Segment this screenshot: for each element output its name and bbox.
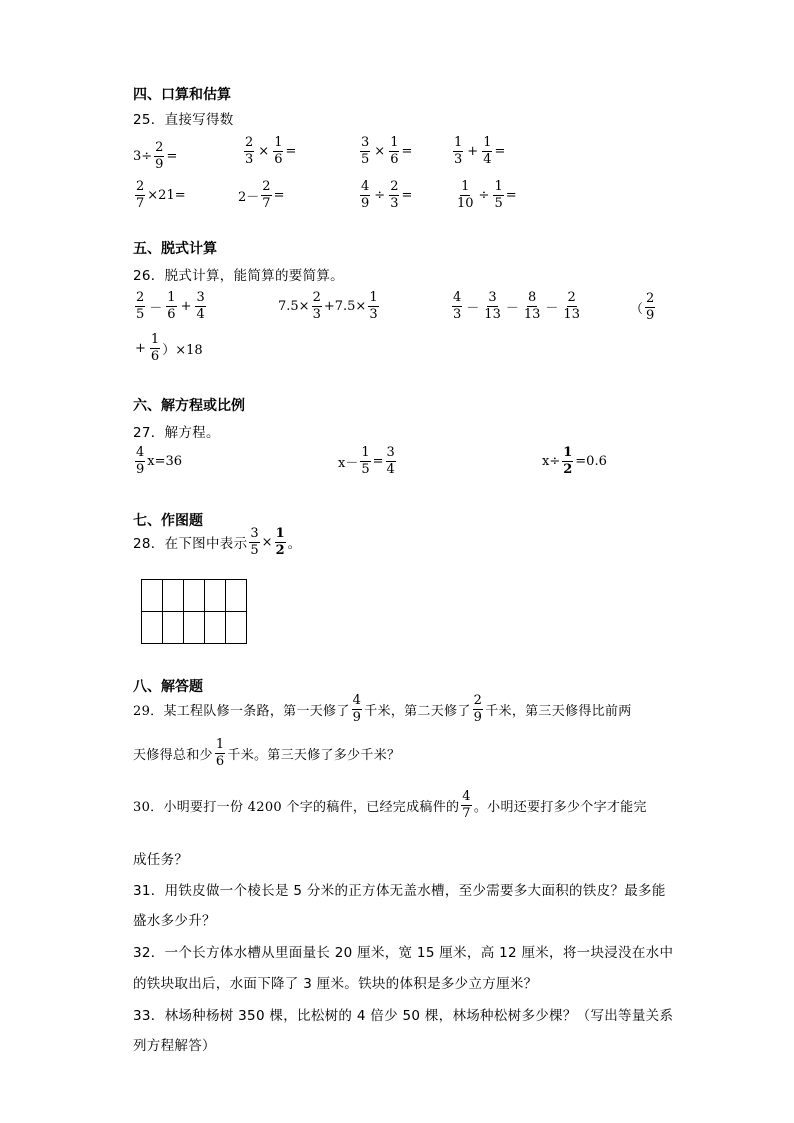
equation-1	[133, 446, 182, 476]
q25-item-1-suffix: =	[166, 148, 178, 164]
fraction	[562, 291, 581, 321]
question-26: 26．脱式计算，能简算的要简算。	[133, 268, 344, 284]
q26-expr-1	[133, 291, 208, 321]
denominator: 6	[274, 151, 283, 167]
question-25: 25．直接写得数	[133, 112, 234, 128]
fraction	[453, 136, 463, 166]
denominator: 6	[215, 753, 225, 769]
section-6-title: 六、解方程或比例	[133, 398, 245, 414]
denominator: 5	[361, 151, 370, 167]
equation-text: x=36	[147, 453, 183, 469]
numerator: 2	[136, 290, 145, 305]
numerator: 1	[369, 290, 378, 305]
denominator: 9	[473, 709, 483, 725]
q25-item-1	[133, 141, 177, 171]
q25-item-8	[454, 180, 517, 210]
numerator: 4	[361, 179, 370, 194]
q25-item-3	[358, 136, 412, 166]
operator: +	[180, 298, 192, 314]
fraction	[273, 136, 283, 166]
operator: －	[149, 300, 163, 316]
q25-item-7	[358, 180, 412, 210]
fraction	[166, 291, 176, 321]
denominator: 3	[453, 306, 462, 322]
fraction	[135, 180, 145, 210]
numerator: 8	[527, 290, 537, 305]
denominator: 7	[462, 805, 471, 821]
fraction	[360, 180, 370, 210]
operator: －	[545, 300, 559, 316]
numerator: 1	[461, 179, 470, 194]
numerator: 1	[390, 135, 399, 150]
fraction	[456, 180, 475, 210]
q25-item-5-suffix: ×21=	[147, 187, 186, 203]
denominator: 13	[523, 306, 541, 322]
fraction	[360, 136, 370, 166]
grid-cell[interactable]	[163, 612, 184, 644]
numerator: 3	[386, 445, 395, 460]
grid-cell[interactable]	[226, 612, 247, 644]
fraction	[215, 738, 226, 768]
operator: －	[505, 300, 519, 316]
fraction	[386, 446, 396, 476]
grid-cell[interactable]	[226, 580, 247, 612]
operator: +	[135, 340, 146, 356]
equals: =	[401, 187, 413, 203]
question-text: 29．某工程队修一条路，第一天修了	[133, 703, 350, 719]
question-29-line-1	[133, 694, 632, 724]
denominator: 4	[386, 461, 395, 477]
grid-cell[interactable]	[205, 612, 226, 644]
question-27: 27．解方程。	[133, 425, 220, 441]
expr-text: 7.5×	[278, 298, 310, 314]
section-5-title: 五、脱式计算	[133, 241, 217, 257]
fraction	[483, 291, 502, 321]
operator: ×	[261, 534, 273, 550]
equals: =	[372, 453, 384, 469]
denominator: 6	[150, 348, 160, 364]
numerator: 1	[167, 290, 176, 305]
denominator: 4	[196, 306, 205, 322]
numerator: 4	[136, 445, 145, 460]
numerator: 2	[473, 693, 483, 708]
fraction	[389, 180, 399, 210]
section-4-title: 四、口算和估算	[133, 87, 231, 103]
numerator: 1	[494, 179, 503, 194]
fraction	[482, 136, 492, 166]
equals: =	[494, 143, 506, 159]
fraction	[135, 446, 145, 476]
numerator: 1	[215, 737, 225, 752]
question-text: 。小明还要打多少个字才能完	[473, 799, 647, 815]
denominator: 7	[262, 195, 271, 211]
q26-expr-4-start	[630, 292, 657, 322]
denominator: 9	[136, 461, 145, 477]
fraction	[249, 527, 259, 557]
fraction	[154, 141, 164, 171]
numerator: 2	[245, 135, 254, 150]
numerator: 1	[274, 135, 283, 150]
numerator: 3	[488, 290, 497, 305]
numerator: 3	[250, 526, 259, 541]
equation-text: x÷	[542, 453, 561, 469]
operator: ÷	[478, 187, 490, 203]
numerator: 3	[196, 290, 205, 305]
paren-close: ）×18	[162, 342, 203, 358]
numerator: 3	[361, 135, 370, 150]
question-31-line-2: 盛水多少升？	[133, 913, 216, 929]
numerator: 2	[567, 290, 576, 305]
operator: ×	[258, 143, 270, 159]
fraction	[452, 291, 462, 321]
question-31-line-1: 31．用铁皮做一个棱长是 5 分米的正方体无盖水槽，至少需要多大面积的铁皮？最多能	[133, 883, 666, 899]
q25-item-1-prefix: 3÷	[133, 148, 153, 164]
question-33-line-2: 列方程解答）	[133, 1038, 216, 1054]
denominator: 5	[250, 542, 259, 558]
q25-item-6-prefix: 2－	[238, 189, 260, 205]
question-text: 千米。第三天修了多少千米？	[227, 747, 401, 763]
grid-cell[interactable]	[205, 580, 226, 612]
numerator: 2	[262, 179, 271, 194]
question-32-line-1: 32．一个长方体水槽从里面量长 20 厘米，宽 15 厘米，高 12 厘米，将一块浸没在水中	[133, 945, 674, 961]
question-30-line-1	[133, 790, 647, 820]
question-text: 天修得总和少	[133, 747, 213, 763]
grid-cell[interactable]	[142, 580, 163, 612]
fraction	[368, 291, 378, 321]
numerator: 2	[136, 179, 145, 194]
q26-expr-4-end	[133, 333, 203, 363]
denominator: 3	[454, 151, 463, 167]
question-28-text: 28．在下图中表示	[133, 536, 248, 553]
operator: ×	[374, 143, 386, 159]
equals: =	[401, 143, 413, 159]
equals: =	[273, 187, 285, 203]
equation-text: =0.6	[575, 453, 607, 469]
grid-cell[interactable]	[142, 612, 163, 644]
numerator: 2	[646, 291, 655, 306]
denominator: 9	[155, 156, 164, 172]
numerator: 2	[155, 140, 164, 155]
operator: －	[466, 300, 480, 316]
denominator: 4	[483, 151, 492, 167]
fraction	[244, 136, 254, 166]
numerator: 2	[312, 290, 321, 305]
question-33-line-1: 33．林场种杨树 350 棵，比松树的 4 倍少 50 棵，林场种松树多少棵？（写出等量关系	[133, 1008, 674, 1024]
q25-item-2	[242, 136, 296, 166]
q25-item-4	[451, 136, 505, 166]
question-28	[133, 527, 301, 557]
fraction	[645, 292, 655, 322]
question-text: 千米，第三天修得比前两	[485, 703, 632, 719]
q25-item-6	[238, 180, 284, 210]
equals: =	[285, 143, 297, 159]
equation-2	[338, 446, 398, 476]
grid-table	[141, 579, 247, 644]
section-7-title: 七、作图题	[133, 513, 203, 529]
question-28-period: 。	[287, 536, 302, 553]
denominator: 5	[136, 306, 145, 322]
denominator: 13	[563, 306, 580, 322]
fraction	[562, 446, 573, 476]
operator: +	[467, 143, 479, 159]
denominator: 9	[646, 307, 655, 323]
denominator: 9	[361, 195, 370, 211]
denominator: 7	[136, 195, 145, 211]
numerator: 2	[390, 179, 399, 194]
question-32-line-2: 的铁块取出后，水面下降了 3 厘米。铁块的体积是多少立方厘米？	[133, 976, 538, 992]
numerator: 1	[483, 135, 492, 150]
grid-cell[interactable]	[184, 580, 205, 612]
denominator: 9	[352, 709, 362, 725]
fraction	[352, 694, 363, 724]
denominator: 6	[390, 151, 399, 167]
fraction	[389, 136, 399, 166]
q26-expr-3	[450, 291, 583, 321]
numerator: 1	[454, 135, 463, 150]
operator: ÷	[374, 187, 386, 203]
fraction	[275, 527, 286, 557]
question-text: 千米，第二天修了	[364, 703, 471, 719]
fraction	[523, 291, 542, 321]
question-text: 30．小明要打一份 4200 个字的稿件，已经完成稿件的	[133, 799, 460, 815]
denominator: 3	[312, 306, 321, 322]
q26-expr-2	[278, 291, 381, 321]
fraction	[195, 291, 205, 321]
fraction	[493, 180, 503, 210]
fraction	[461, 790, 472, 820]
denominator: 2	[275, 542, 285, 558]
numerator: 1	[563, 445, 573, 460]
denominator: 5	[494, 195, 503, 211]
equals: =	[505, 187, 517, 203]
fraction	[360, 446, 370, 476]
fraction	[135, 291, 145, 321]
numerator: 4	[352, 693, 362, 708]
fraction	[473, 694, 484, 724]
denominator: 6	[167, 306, 176, 322]
denominator: 5	[361, 461, 370, 477]
expr-text: +7.5×	[323, 298, 367, 314]
numerator: 4	[453, 290, 462, 305]
q25-item-5	[133, 180, 186, 210]
denominator: 3	[245, 151, 254, 167]
denominator: 3	[390, 195, 399, 211]
paren-open: （	[630, 301, 644, 317]
fraction	[312, 291, 322, 321]
denominator: 13	[484, 306, 501, 322]
numerator: 1	[361, 445, 370, 460]
equation-text: x－	[338, 455, 359, 471]
numerator: 1	[150, 332, 160, 347]
fraction	[150, 333, 160, 363]
equation-3	[542, 446, 607, 476]
fraction	[261, 180, 271, 210]
numerator: 1	[275, 526, 285, 541]
section-8-title: 八、解答题	[133, 679, 203, 695]
grid-cell[interactable]	[163, 580, 184, 612]
numerator: 4	[462, 789, 471, 804]
denominator: 10	[457, 195, 474, 211]
denominator: 2	[563, 461, 573, 477]
question-30-line-2: 成任务？	[133, 852, 189, 868]
denominator: 3	[369, 306, 378, 322]
grid-cell[interactable]	[184, 612, 205, 644]
drawing-grid	[141, 579, 247, 644]
question-29-line-2	[133, 738, 400, 768]
